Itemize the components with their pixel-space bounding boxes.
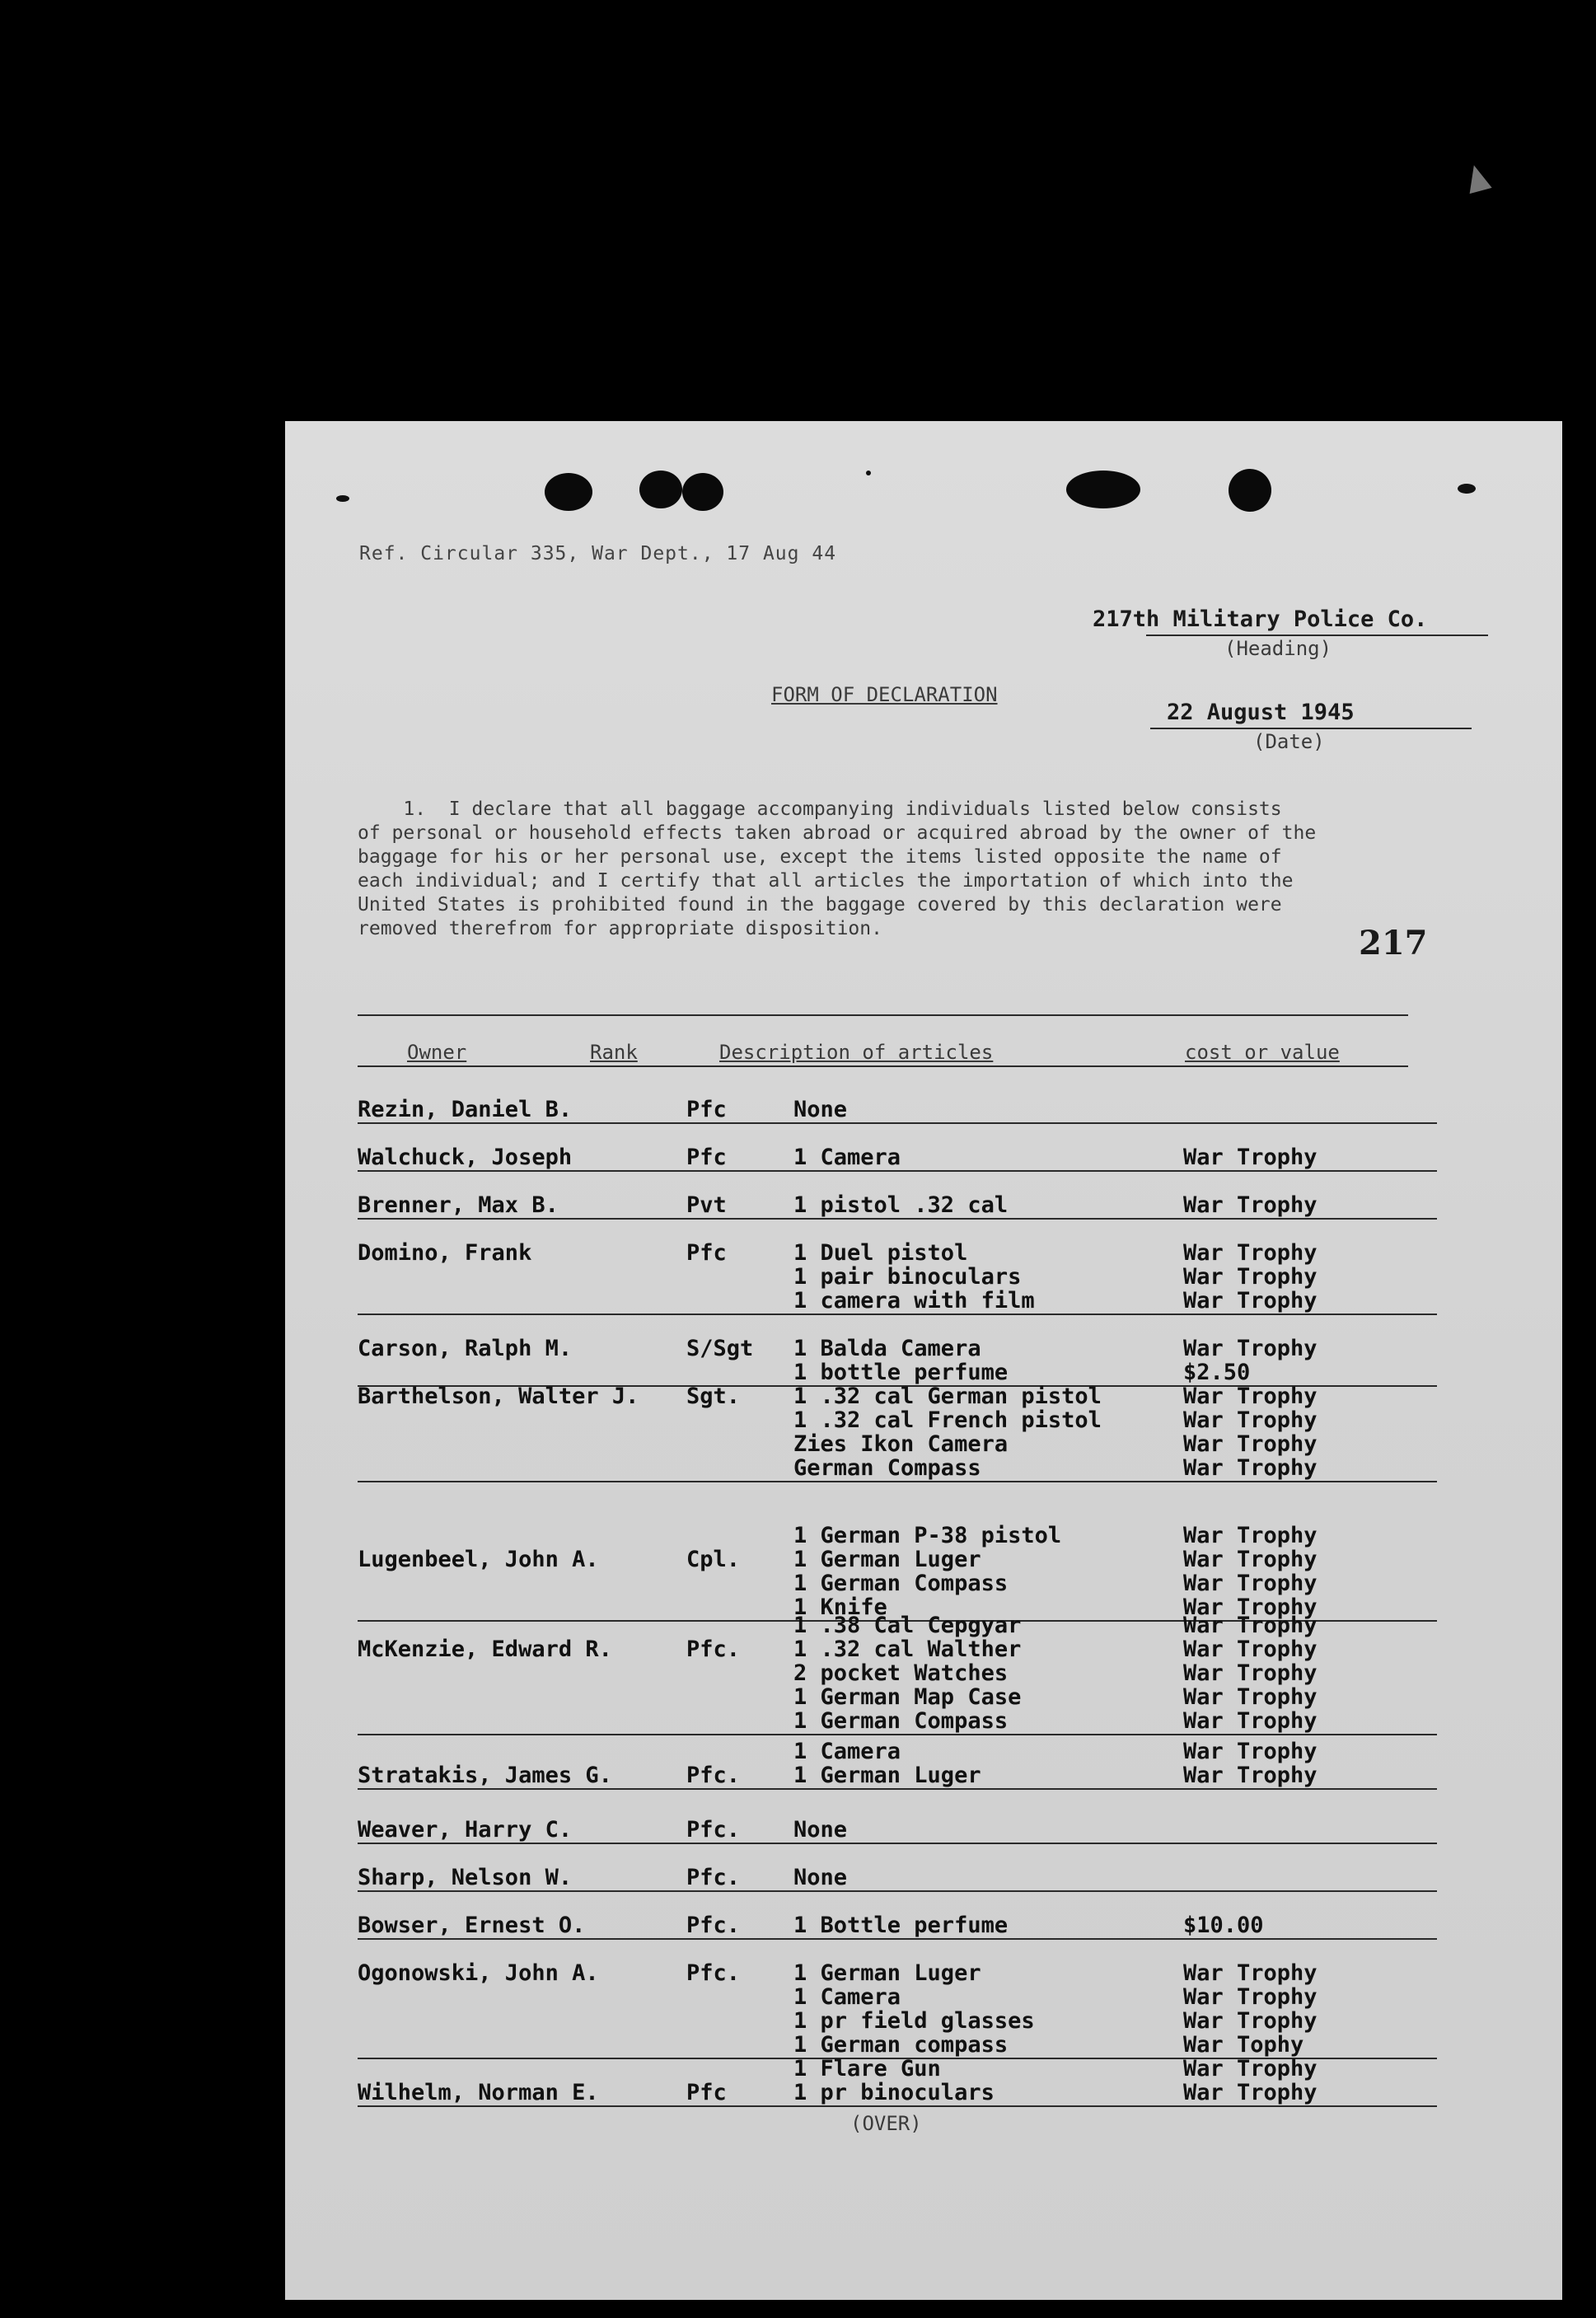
entry-rule xyxy=(358,1218,1437,1220)
article-description: 1 German Map Case xyxy=(793,1684,1022,1710)
owner-rank: Pfc. xyxy=(686,1865,741,1890)
article-value: War Trophy xyxy=(1183,1613,1318,1638)
article-description: 1 bottle perfume xyxy=(793,1360,1009,1385)
entry-rule xyxy=(358,1843,1437,1844)
article-description: 1 camera with film xyxy=(793,1288,1035,1314)
article-value: War Trophy xyxy=(1183,1660,1318,1686)
entry-rule xyxy=(358,1788,1437,1790)
owner-rank: Cpl. xyxy=(686,1547,741,1572)
page-corner-mark xyxy=(1463,162,1491,194)
entry-rule xyxy=(358,2105,1437,2107)
form-title: FORM OF DECLARATION xyxy=(771,683,998,706)
date-rule xyxy=(1150,728,1472,729)
heading-label: (Heading) xyxy=(1224,637,1332,660)
article-description: 1 German P-38 pistol xyxy=(793,1523,1062,1548)
owner-name: Sharp, Nelson W. xyxy=(358,1865,573,1890)
article-description: 1 Balda Camera xyxy=(793,1336,981,1361)
punch-hole xyxy=(682,473,723,511)
article-value: War Trophy xyxy=(1183,1523,1318,1548)
owner-name: Brenner, Max B. xyxy=(358,1192,559,1218)
owner-rank: S/Sgt xyxy=(686,1336,754,1361)
paragraph-line: each individual; and I certify that all articles the importation of which into the xyxy=(358,870,1294,892)
article-value: War Trophy xyxy=(1183,1708,1318,1734)
over-note: (OVER) xyxy=(850,2112,922,2135)
article-value: War Trophy xyxy=(1183,2080,1318,2105)
entry-rule xyxy=(358,1481,1437,1482)
article-description: None xyxy=(793,1865,848,1890)
punch-hole xyxy=(639,471,682,508)
header-rule xyxy=(358,1065,1408,1067)
owner-rank: Pfc xyxy=(686,1145,727,1170)
article-value: War Trophy xyxy=(1183,1984,1318,2010)
owner-name: Bowser, Ernest O. xyxy=(358,1913,586,1938)
article-value: War Trophy xyxy=(1183,1240,1318,1266)
article-description: 1 Duel pistol xyxy=(793,1240,968,1266)
article-value: $10.00 xyxy=(1183,1913,1264,1938)
owner-name: Barthelson, Walter J. xyxy=(358,1384,639,1409)
date: 22 August 1945 xyxy=(1167,700,1355,725)
page-number: 217 xyxy=(1359,924,1428,962)
article-value: War Trophy xyxy=(1183,2008,1318,2034)
col-rank: Rank xyxy=(590,1041,638,1064)
date-label: (Date) xyxy=(1253,730,1325,753)
article-value: War Trophy xyxy=(1183,1739,1318,1764)
article-description: 1 German Compass xyxy=(793,1571,1009,1596)
article-value: $2.50 xyxy=(1183,1360,1251,1385)
article-description: 1 Knife xyxy=(793,1595,887,1620)
article-value: War Trophy xyxy=(1183,1684,1318,1710)
article-value: War Trophy xyxy=(1183,1192,1318,1218)
article-description: 1 Camera xyxy=(793,1145,901,1170)
owner-name: Lugenbeel, John A. xyxy=(358,1547,599,1572)
speck xyxy=(1458,484,1476,494)
article-description: 1 pr binoculars xyxy=(793,2080,995,2105)
article-value: War Trophy xyxy=(1183,1407,1318,1433)
declaration-page xyxy=(285,421,1562,2300)
article-description: 1 German Luger xyxy=(793,1960,981,1986)
article-value: War Tophy xyxy=(1183,2032,1304,2058)
entry-rule xyxy=(358,1170,1437,1172)
owner-name: Ogonowski, John A. xyxy=(358,1960,599,1986)
article-value: War Trophy xyxy=(1183,1571,1318,1596)
article-description: 2 pocket Watches xyxy=(793,1660,1009,1686)
owner-name: McKenzie, Edward R. xyxy=(358,1637,612,1662)
article-value: War Trophy xyxy=(1183,1336,1318,1361)
owner-name: Weaver, Harry C. xyxy=(358,1817,573,1843)
owner-rank: Pfc. xyxy=(686,1913,741,1938)
paragraph-line: removed therefrom for appropriate disposition. xyxy=(358,918,882,939)
article-description: 1 .38 Cal Cepgyar xyxy=(793,1613,1022,1638)
punch-hole xyxy=(1066,471,1140,508)
owner-rank: Pfc. xyxy=(686,1817,741,1843)
heading: 217th Military Police Co. xyxy=(1093,606,1428,632)
reference-line: Ref. Circular 335, War Dept., 17 Aug 44 xyxy=(359,543,837,564)
declaration-paragraph xyxy=(358,798,1445,941)
paragraph-line: United States is prohibited found in the baggage covered by this declaration were xyxy=(358,894,1282,915)
col-value: cost or value xyxy=(1185,1041,1340,1064)
entry-rule xyxy=(358,1938,1437,1940)
paragraph-line: baggage for his or her personal use, except the items listed opposite the name of xyxy=(358,846,1282,868)
article-description: 1 Flare Gun xyxy=(793,2056,941,2082)
article-description: 1 Bottle perfume xyxy=(793,1913,1009,1938)
article-value: War Trophy xyxy=(1183,1637,1318,1662)
punch-hole xyxy=(545,473,592,511)
article-value: War Trophy xyxy=(1183,1595,1318,1620)
article-description: 1 pistol .32 cal xyxy=(793,1192,1009,1218)
article-description: German Compass xyxy=(793,1455,981,1481)
article-description: None xyxy=(793,1817,848,1843)
owner-rank: Pfc. xyxy=(686,1763,741,1788)
speck xyxy=(336,495,349,502)
article-description: 1 German Luger xyxy=(793,1763,981,1788)
owner-rank: Pfc. xyxy=(686,1637,741,1662)
article-value: War Trophy xyxy=(1183,1431,1318,1457)
article-description: 1 .32 cal Walther xyxy=(793,1637,1022,1662)
owner-name: Domino, Frank xyxy=(358,1240,532,1266)
speck xyxy=(866,471,871,475)
article-description: Zies Ikon Camera xyxy=(793,1431,1009,1457)
article-description: 1 German Compass xyxy=(793,1708,1009,1734)
col-description: Description of articles xyxy=(719,1041,994,1064)
article-description: None xyxy=(793,1097,848,1122)
owner-rank: Pfc xyxy=(686,1240,727,1266)
article-description: 1 .32 cal German pistol xyxy=(793,1384,1102,1409)
paragraph-line: 1. I declare that all baggage accompanying individuals listed below consists xyxy=(358,798,1282,820)
article-description: 1 pr field glasses xyxy=(793,2008,1035,2034)
paragraph-line: of personal or household effects taken abroad or acquired abroad by the owner of the xyxy=(358,822,1317,844)
article-value: War Trophy xyxy=(1183,1763,1318,1788)
entry-rule xyxy=(358,1122,1437,1124)
punch-hole xyxy=(1229,469,1271,512)
article-description: 1 German compass xyxy=(793,2032,1009,2058)
article-value: War Trophy xyxy=(1183,1145,1318,1170)
article-value: War Trophy xyxy=(1183,1384,1318,1409)
heading-rule xyxy=(1146,635,1488,636)
article-value: War Trophy xyxy=(1183,1960,1318,1986)
entry-rule xyxy=(358,1890,1437,1892)
article-description: 1 .32 cal French pistol xyxy=(793,1407,1102,1433)
owner-rank: Pfc xyxy=(686,1097,727,1122)
article-value: War Trophy xyxy=(1183,1547,1318,1572)
entry-rule xyxy=(358,1734,1437,1735)
article-value: War Trophy xyxy=(1183,1288,1318,1314)
owner-rank: Pfc xyxy=(686,2080,727,2105)
article-description: 1 Camera xyxy=(793,1739,901,1764)
owner-name: Stratakis, James G. xyxy=(358,1763,612,1788)
owner-name: Rezin, Daniel B. xyxy=(358,1097,573,1122)
owner-rank: Pvt xyxy=(686,1192,727,1218)
article-value: War Trophy xyxy=(1183,1455,1318,1481)
article-description: 1 Camera xyxy=(793,1984,901,2010)
owner-name: Wilhelm, Norman E. xyxy=(358,2080,599,2105)
col-owner: Owner xyxy=(407,1041,467,1064)
article-description: 1 German Luger xyxy=(793,1547,981,1572)
owner-name: Carson, Ralph M. xyxy=(358,1336,573,1361)
owner-name: Walchuck, Joseph xyxy=(358,1145,573,1170)
owner-rank: Sgt. xyxy=(686,1384,741,1409)
owner-rank: Pfc. xyxy=(686,1960,741,1986)
article-value: War Trophy xyxy=(1183,1264,1318,1290)
top-rule xyxy=(358,1014,1408,1016)
article-value: War Trophy xyxy=(1183,2056,1318,2082)
entry-rule xyxy=(358,1314,1437,1315)
article-description: 1 pair binoculars xyxy=(793,1264,1022,1290)
